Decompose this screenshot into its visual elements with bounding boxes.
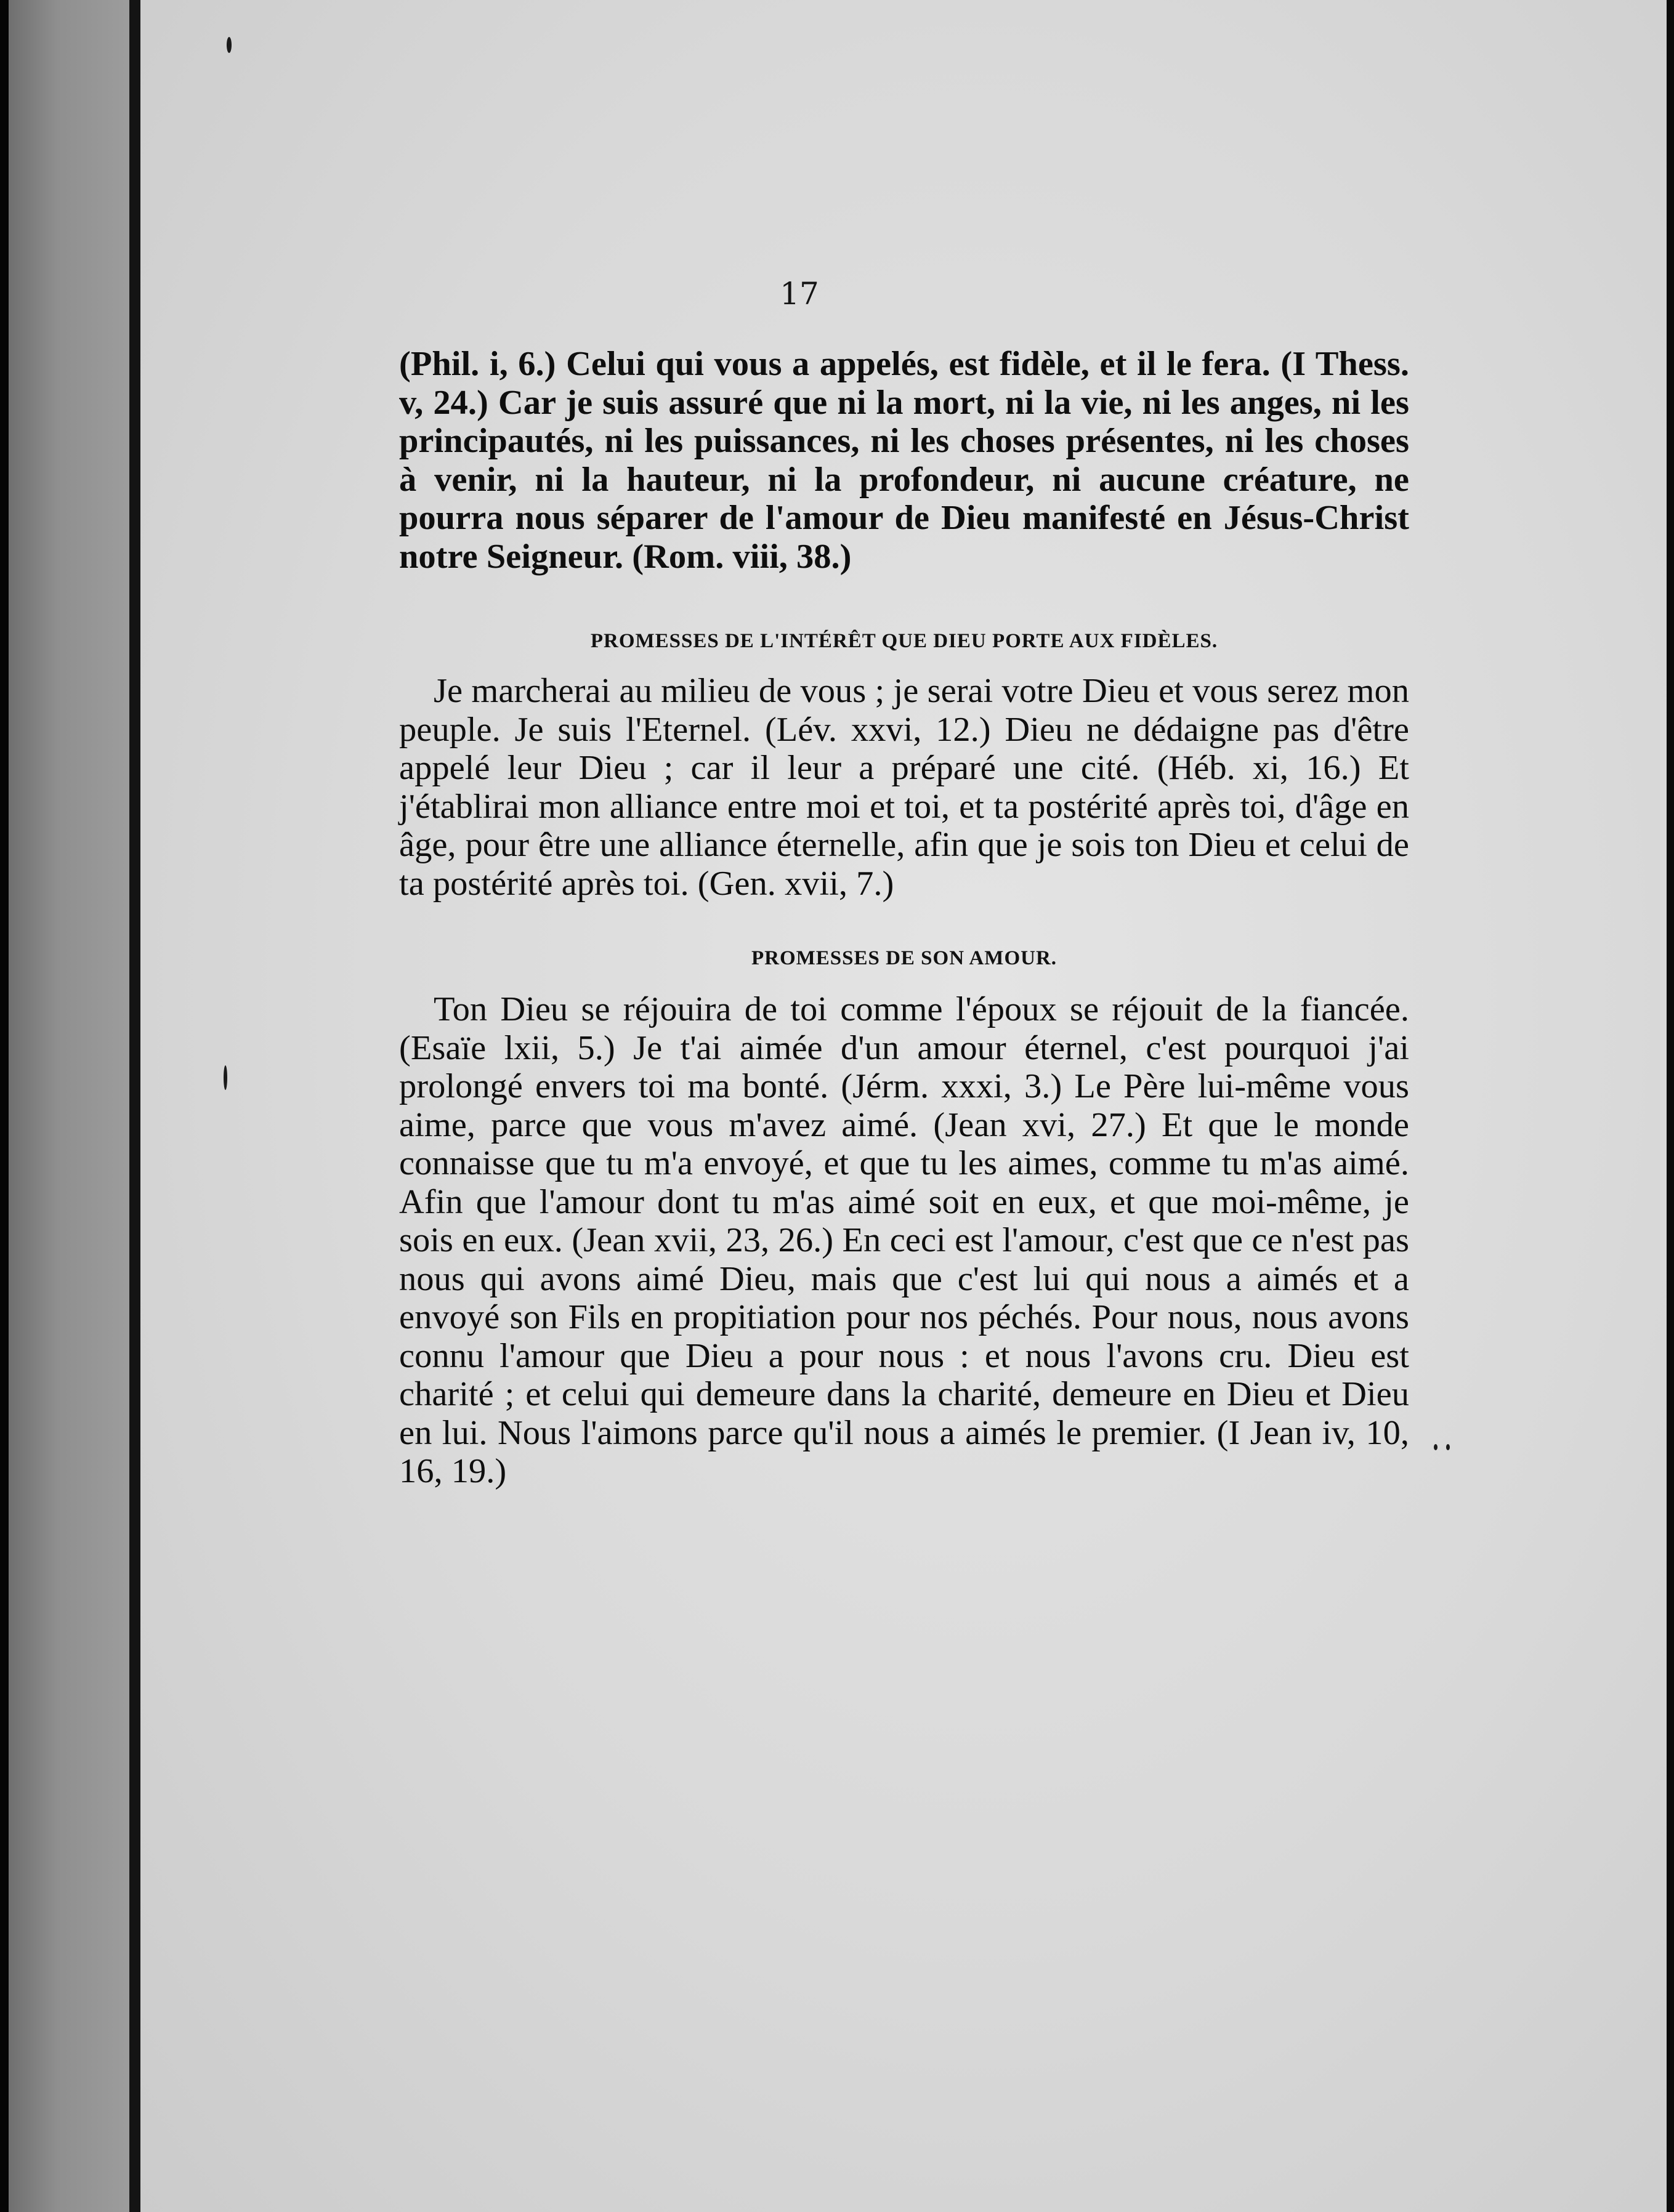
- section-heading-amour: PROMESSES DE SON AMOUR.: [751, 947, 1057, 969]
- binding-shadow: [9, 0, 132, 2212]
- scan-border-right: [1667, 0, 1674, 2212]
- scan-speck: [1434, 1444, 1437, 1450]
- paragraph-amour: Ton Dieu se réjouira de toi comme l'époux se réjouit de la fiancée. (Esaïe lxii, 5.) Je t'ai aimée d'un amour éternel, c'est pourquoi j'ai prolongé envers toi ma bonté. (Jérm. xxxi, 3.) Le Père lui-même vous aime, parce que vous m'avez aimé. (Jean xvi, 27.) Et que le monde connaisse que tu m'a envoyé, et que tu les aimes, comme tu m'as aimé. Afin que l'amour dont tu m'as aimé soit en eux, et que moi-même, je sois en eux. (Jean xvii, 23, 26.) En ceci est l'amour, c'est que ce n'est pas nous qui avons aimé Dieu, mais que c'est lui qui nous a aimés et a envoyé son Fils en propitiation pour nos péchés. Pour nous, nous avons connu l'amour que Dieu a pour nous : et nous l'avons cru. Dieu est charité ; et celui qui demeure dans la charité, demeure en Dieu et Dieu en lui. Nous l'aimons parce qu'il nous a aimés le premier. (I Jean iv, 10, 16, 19.): [399, 990, 1409, 1490]
- binding-line: [129, 0, 140, 2212]
- section-heading-interet: PROMESSES DE L'INTÉRÊT QUE DIEU PORTE AUX FIDÈLES.: [590, 630, 1218, 652]
- scan-speck: [224, 1065, 227, 1090]
- scan-speck: [227, 37, 232, 53]
- paragraph-interet: Je marcherai au milieu de vous ; je serai votre Dieu et vous serez mon peuple. Je suis l'Eternel. (Lév. xxvi, 12.) Dieu ne dédaigne pas d'être appelé leur Dieu ; car il leur a préparé une cité. (Héb. xi, 16.) Et j'établirai mon alliance entre moi et toi, et ta postérité après toi, d'âge en âge, pour être une alliance éternelle, afin que je sois ton Dieu et celui de ta postérité après toi. (Gen. xvii, 7.): [399, 672, 1409, 903]
- page-content: [399, 345, 1409, 1491]
- scan-border-left: [0, 0, 9, 2212]
- scan-speck: [1446, 1444, 1450, 1450]
- paragraph-continued: (Phil. i, 6.) Celui qui vous a appelés, est fidèle, et il le fera. (I Thess. v, 24.) Car je suis assuré que ni la mort, ni la vie, ni les anges, ni les principautés, ni les puissances, ni les choses présentes, ni les choses à venir, ni la hauteur, ni la profondeur, ni aucune créature, ne pourra nous séparer de l'amour de Dieu manifesté en Jésus-Christ notre Seigneur. (Rom. viii, 38.): [399, 345, 1409, 576]
- book-page: [140, 0, 1667, 2212]
- page-number: 17: [780, 276, 819, 312]
